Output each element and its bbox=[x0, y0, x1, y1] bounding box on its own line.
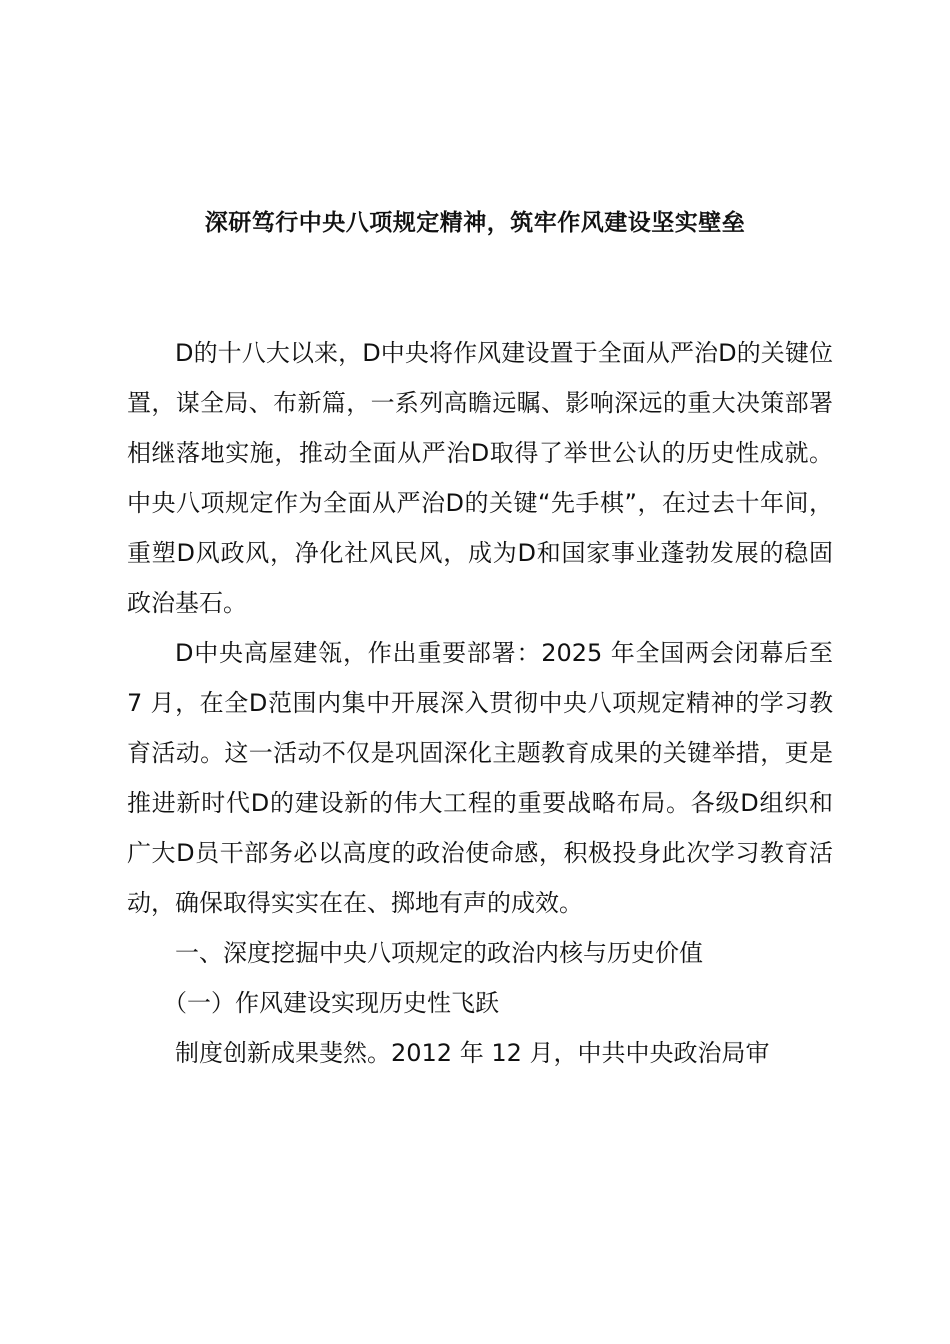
section-heading: 一、深度挖掘中央八项规定的政治内核与历史价值 bbox=[175, 939, 703, 967]
paragraph-deployment: D中央高屋建瓴，作出重要部署：2025 年全国两会闭幕后至 7 月，在全D范围内集中开展深入贯彻中央八项规定精神的学习教育活动。这一活动不仅是巩固深化主题教育成果的关键举措，更是推进新时代D的建设新的伟大工程的重要战略布局。各级D组织和广大D员干部务必以高度的政治使命感，积极投身此次学习教育活动，确保取得实实在在、掷地有声的成效。 bbox=[127, 639, 833, 917]
paragraph-institutional-innovation: 制度创新成果斐然。2012 年 12 月，中共中央政治局审 bbox=[175, 1039, 770, 1067]
document-body bbox=[127, 328, 833, 1078]
paragraph-intro: D的十八大以来，D中央将作风建设置于全面从严治D的关键位置，谋全局、布新篇，一系列高瞻远瞩、影响深远的重大决策部署相继落地实施，推动全面从严治D取得了举世公认的历史性成就。中央八项规定作为全面从严治D的关键“先手棋”，在过去十年间，重塑D风政风，净化社风民风，成为D和国家事业蓬勃发展的稳固政治基石。 bbox=[127, 339, 833, 617]
document-title: 深研笃行中央八项规定精神，筑牢作风建设坚实壁垒 bbox=[204, 210, 746, 236]
subsection-heading: （一）作风建设实现历史性飞跃 bbox=[163, 989, 499, 1017]
